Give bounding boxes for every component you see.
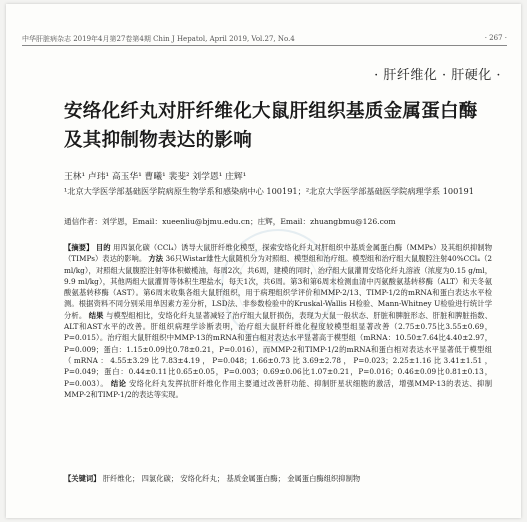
header-rule [22,45,507,46]
conclusion-text: 安络化纤丸发挥抗肝纤维化作用主要通过改善肝功能、抑制肝星状细胞的激活，增强MMP-13的表达、抑制MMP-2和TIMP-1/2的表达等实现。 [64,378,493,399]
correspondence: 通信作者：刘学恩，Email：xueenliu@bjmu.edu.cn；庄辉，Email：zhuangbmu@126.com [64,217,396,226]
page-number: · 267 · [484,34,507,42]
author-list: 王林¹ 卢玮¹ 高玉华¹ 曹曦¹ 裴斐² 刘学恩¹ 庄辉¹ [64,172,247,182]
results-text: 与模型组相比，安络化纤丸显著减轻了治疗组大鼠肝损伤，表现为大鼠一般状态、肝脏和脾脏形态、肝脏和脾脏指数、ALT和AST水平的改善。肝组织病理学诊断表明，治疗组大鼠肝纤维化程度较模型组显著改善（2.75±0.75比3.55±0.69，P=0.015）。治疗组大鼠肝组织中MMP-13的mRNA和蛋白相对表达水平显著高于模型组（mRNA：10.50±7.64比4.40±2.97，P=0.009；蛋白：1.15±0.09比0.78±0.21，P=0.016），而MMP-2和TIMP-1/2的mRNA和蛋白相对表达水平显著低于模型组（mRNA：4.55±3.29比7.83±4.19，P=0.048；1.66±0.73比3.69±2.78，P=0.023；2.25±1.16比3.41±1.51，P=0.049；蛋白：0.44±0.11比0.65±0.05，P=0.003；0.69±0.06比1.07±0.21，P=0.016；0.46±0.09比0.81±0.13，P=0.003）。 [64,310,493,388]
running-header-left: 中华肝脏病杂志 2019年4月第27卷第4期 Chin J Hepatol, April 2019, Vol.27, No.4 [22,35,295,43]
results-label: 结果 [88,310,104,320]
objective-label: 目的 [95,243,111,252]
journal-page [6,4,521,518]
section-tag: · 肝纤维化 · 肝硬化 · [374,68,501,83]
conclusion-label: 结论 [110,378,127,388]
methods-text: 36只Wistar雄性大鼠随机分为对照组、模型组和治疗组。模型组和治疗组大鼠腹腔注射40%CCl₄（2 ml/kg），对照组大鼠腹腔注射等体积橄榄油，每周2次，共6周，建模的同时，治疗组大鼠灌胃安络化纤丸溶液（浓度为0.15 g/ml，9.9 ml/kg），其他两组大鼠灌胃等体积生理盐水，每天1次，共6周。第3和第6周末检测血清中丙氨酸氨基转移酶（ALT）和天冬氨酸氨基转移酶（AST）。第6周末收集各组大鼠肝组织，用于病理组织学评价和MMP-2/13、TIMP-1/2的mRNA和蛋白表达水平检测。根据资料不同分别采用单因素方差分析，LSD法、非参数检验中的Kruskal-Wallis H检验、Mann-Whitney U检验进行统计学分析。 [64,254,493,320]
article-title: 安络化纤丸对肝纤维化大鼠肝组织基质金属蛋白酶及其抑制物表达的影响 [64,101,478,151]
objective-text: 用四氯化碳（CCl₄）诱导大鼠肝纤维化模型，探索安络化纤丸对肝组织中基质金属蛋白酶（MMPs）及其组织抑制物（TIMPs）表达的影响。 [64,243,493,264]
running-header [22,34,507,44]
abstract [64,242,492,400]
affiliation: ¹北京大学医学部基础医学院病原生物学系和感染病中心 100191；²北京大学医学部基础医学院病理学系 100191 [64,186,474,196]
abstract-label: 【摘要】 [64,243,94,252]
keywords-text: 肝纤维化； 四氯化碳； 安络化纤丸； 基质金属蛋白酶； 金属蛋白酶组织抑制物 [102,474,361,483]
keywords-label: 【关键词】 [64,474,101,483]
methods-label: 方法 [148,254,164,264]
keywords [64,473,492,484]
